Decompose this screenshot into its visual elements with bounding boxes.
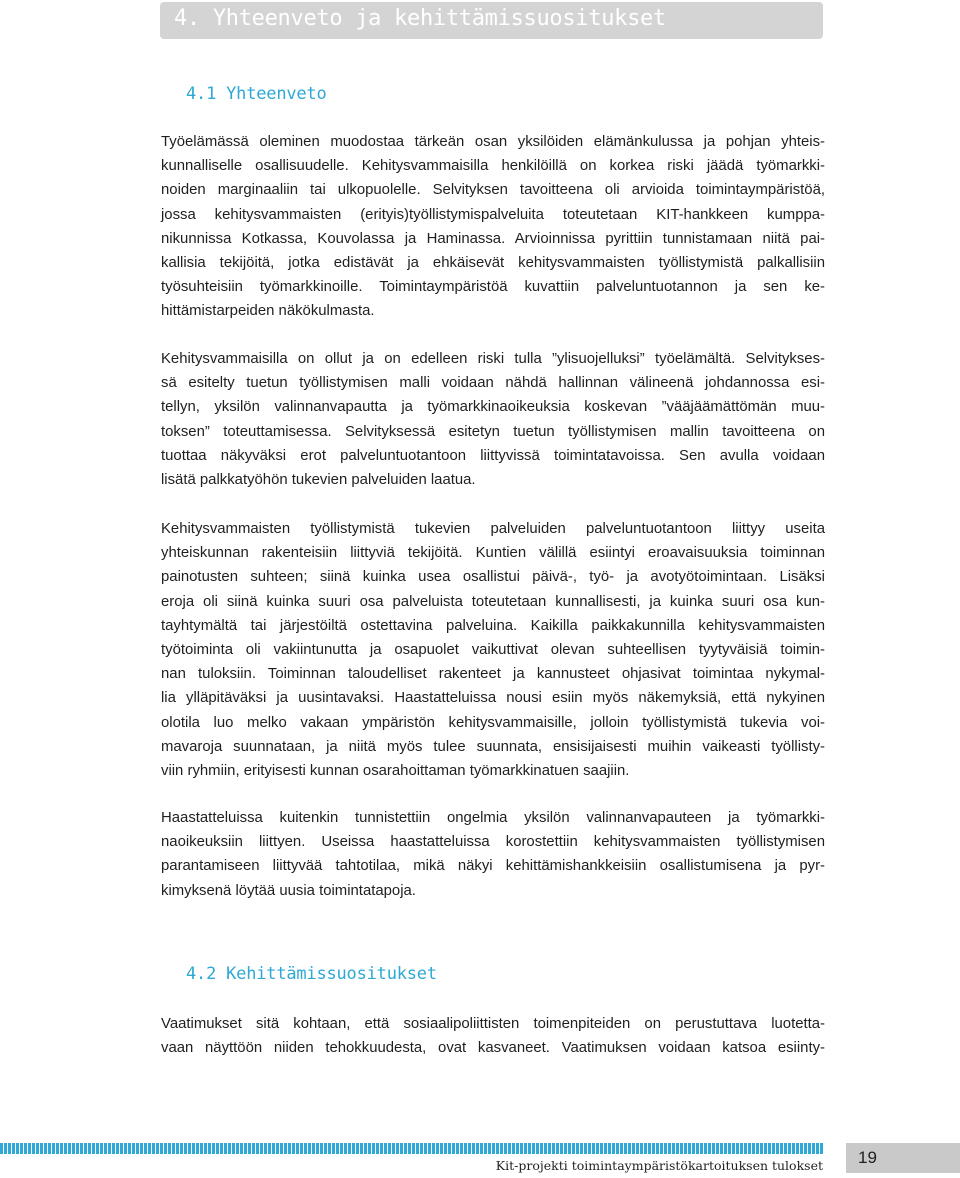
text-line: jossa kehitysvammaisten (erityis)työllistymispalveluita toteutetaan KIT-hankkeen kumppa- xyxy=(161,206,825,223)
footer-stripe xyxy=(0,1143,823,1154)
text-line: tellyn, yksilön valinnanvapautta ja työmarkkinaoikeuksia koskevan ”vääjäämättömän muu- xyxy=(161,399,825,416)
paragraph xyxy=(161,806,825,903)
paragraph xyxy=(161,347,825,492)
text-line: Haastatteluissa kuitenkin tunnistettiin ongelmia yksilön valinnanvapauteen ja työmarkki- xyxy=(161,810,825,826)
text-line: Vaatimukset sitä kohtaan, että sosiaalipoliittisten toimenpiteiden on perustuttava luotetta- xyxy=(161,1016,825,1032)
text-line: nikunnissa Kotkassa, Kouvolassa ja Haminassa. Arvioinnissa pyrittiin tunnistamaan niitä pai- xyxy=(161,230,825,247)
text-line: eroja oli siinä kuinka suuri osa palveluista toteutetaan kunnallisesti, ja kuinka suuri osa kun- xyxy=(161,593,825,610)
text-line: kimyksenä löytää uusia toimintatapoja. xyxy=(161,882,416,899)
text-line: työtoiminta oli vakiintunutta ja osapuolet vaikuttivat olevan suhteellisen tyytyväisiä toimin- xyxy=(161,642,825,659)
text-line: viin ryhmiin, erityisesti kunnan osarahoittaman työmarkkinatuen saajiin. xyxy=(161,763,630,780)
text-line: parantamiseen liittyvää tahtotilaa, mikä näkyi kehittämishankkeisiin osallistumisena ja pyr- xyxy=(161,858,825,875)
footer-publication-title: Kit-projekti toimintaympäristökartoituksen tulokset xyxy=(495,1158,823,1173)
paragraph xyxy=(161,130,825,324)
text-line: tayhtymältä tai järjestöiltä ostettavina palveluina. Kaikilla paikkakunnilla kehitysvammaisten xyxy=(161,617,825,634)
paragraph xyxy=(161,1012,825,1060)
section-title-recommendations: 4.2 Kehittämissuositukset xyxy=(186,964,437,984)
text-line: olotila luo melko vakaan ympäristön kehitysvammaisille, jolloin työllistymistä tukevia voi- xyxy=(161,714,825,731)
text-line: naoikeuksiin liittyen. Useissa haastatteluissa korostettiin kehitysvammaisten työllistymisen xyxy=(161,834,825,851)
text-line: mavaroja suunnataan, ja niitä myös tulee suunnata, ensisijaisesti muihin vaikeasti työllisty- xyxy=(161,738,825,755)
text-line: tuottaa näkyväksi erot palveluntuotantoon liittyvissä toimintatavoissa. Sen avulla voidaan xyxy=(161,447,825,464)
text-line: lia ylläpitäväksi ja uusintavaksi. Haastatteluissa nousi esiin myös näkemyksiä, että nykyinen xyxy=(161,690,825,707)
text-line: Työelämässä oleminen muodostaa tärkeän osan yksilöiden elämänkulussa ja pohjan yhteis- xyxy=(161,134,825,150)
text-line: kunnalliselle osallisuudelle. Kehitysvammaisilla henkilöillä on korkea riski jäädä työmarkki- xyxy=(161,158,825,175)
text-line: hittämistarpeiden näkökulmasta. xyxy=(161,303,375,320)
text-line: painotusten suhteen; siinä kuinka usea osallistui päivä-, työ- ja avotyötoimintaan. Lisäksi xyxy=(161,569,825,586)
paragraph xyxy=(161,517,825,783)
text-line: Kehitysvammaisilla on ollut ja on edelleen riski tulla ”ylisuojelluksi” työelämältä. Selvitykses- xyxy=(161,351,825,367)
text-line: työsuhteisiin työmarkkinoille. Toimintaympäristöä kuvattiin palveluntuotannon ja sen ke- xyxy=(161,279,825,296)
text-line: sä esitelty tuetun työllistymisen malli voidaan nähdä hallinnan välineenä johdannossa esi- xyxy=(161,375,825,392)
chapter-title: 4. Yhteenveto ja kehittämissuositukset xyxy=(174,6,666,31)
text-line: yhteiskunnan rakenteisiin liittyviä tekijöitä. Kuntien välillä esiintyi eroavaisuuksia toiminnan xyxy=(161,545,825,562)
section-title-summary: 4.1 Yhteenveto xyxy=(186,84,327,104)
text-line: nan tuloksiin. Toiminnan taloudelliset rakenteet ja kannusteet ohjasivat toimintaa nykymal- xyxy=(161,666,825,683)
text-line: toksen” toteuttamisessa. Selvityksessä esitetyn tuetun työllistymisen mallin tavoitteena on xyxy=(161,423,825,440)
text-line: Kehitysvammaisten työllistymistä tukevien palveluiden palveluntuotantoon liittyy useita xyxy=(161,521,825,537)
text-line: noiden marginaaliin tai ulkopuolelle. Selvityksen tavoitteena oli arvioida toimintaympäristöä, xyxy=(161,182,825,199)
text-line: vaan näyttöön niiden tehokkuudesta, ovat kasvaneet. Vaatimuksen voidaan katsoa esiinty- xyxy=(161,1040,825,1057)
text-line: kallisia tekijöitä, jotka edistävät ja ehkäisevät kehitysvammaisten työllistymistä palkallisiin xyxy=(161,255,825,272)
text-line: lisätä palkkatyöhön tukevien palveluiden laatua. xyxy=(161,472,476,489)
page-number: 19 xyxy=(858,1148,877,1167)
